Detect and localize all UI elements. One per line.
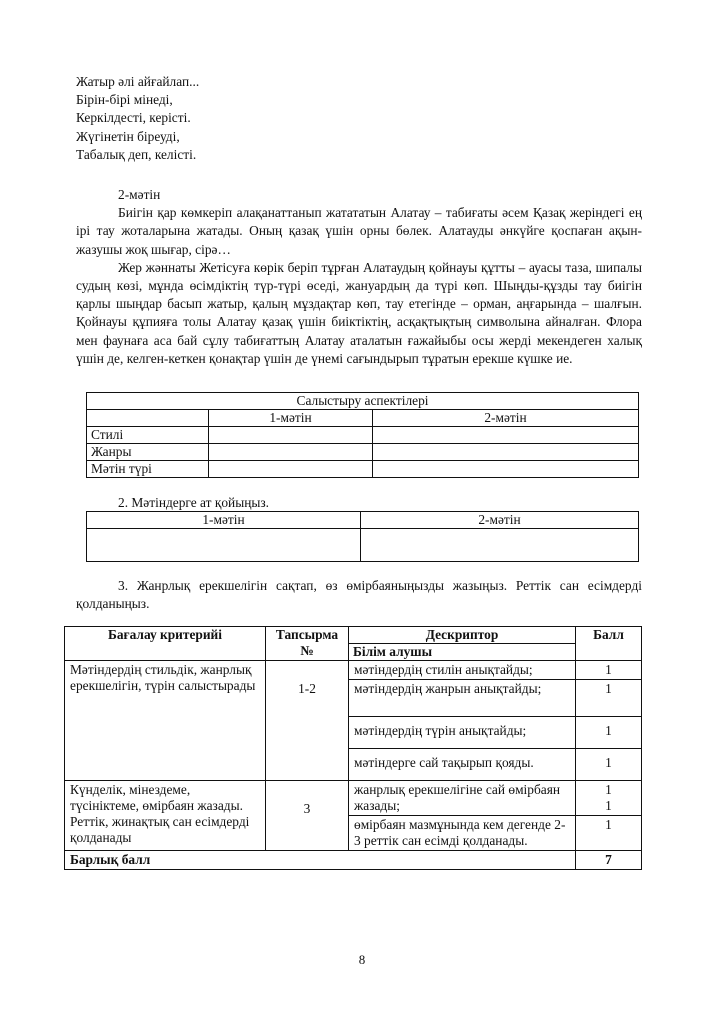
descriptor-cell: мәтіндердің стилін анықтайды; [349,661,576,680]
poem-line: Жүгінетін біреуді, [76,128,180,144]
assessment-criteria-table [64,626,642,870]
column-header-text-1: 1-мәтін [209,410,373,427]
text-2-section [76,186,642,368]
column-header-text-1: 1-мәтін [87,512,361,529]
poem-excerpt [76,73,376,164]
poem-line: Табалық деп, келісті. [76,146,197,162]
text-2-paragraph-2: Жер жәннаты Жетісуға көрік беріп тұрған Алатаудың қойнауы құтты – ауасы таза, шипалы судың көзі, мұнда өсімдіктің түр-түрі өседі, жануардың да түрі көп. Шыңды-құзды тау биігін қарлы шыңдар басып жатыр, қалың мұздақтар көп, тау етегінде – орман, аңғарында – шалғын. Қойнауы құпияға толы Алатау қазақ үшін биіктіктің, асқақтықтың символына айналған. Флора мен фаунаға аса бай сұлу табиғаттың Алатау аталатын ғажайыбы осы жерді мекендеген халық үшін де, келген-кеткен қонақтар үшін де үнемі сағындырып тұратын ерекше күшке ие. [76,259,642,366]
descriptor-cell: мәтіндердің жанрын анықтайды; [349,680,576,717]
descriptor-cell: өмірбаян мазмұнында кем дегенде 2-3 реттік сан есімді қолданады. [349,816,576,851]
comparison-table [86,392,639,478]
text-2-paragraph-1: Биігін қар көмкеріп алақанаттанып жатататын Алатау – табиғаты әсем Қазақ жеріндегі ең ірі тау жоталарына жатады. Оның қазақ үшін орны бөлек. Алатауды әнкүйге қоспаған ақын-жазушы жоқ шығар, сірә… [76,205,642,257]
column-header-text-2: 2-мәтін [361,512,639,529]
answer-cell[interactable] [361,529,639,562]
criteria-cell: Мәтіндердің стильдік, жанрлық ерекшелігін, түрін салыстырады [65,661,266,781]
answer-cell[interactable] [209,427,373,444]
answer-cell[interactable] [209,444,373,461]
score-cell: 1 [576,661,642,680]
text-2-label: 2-мәтін [118,187,161,202]
score-cell [576,781,642,816]
poem-line: Бірін-бірі мінеді, [76,92,173,108]
row-label-style: Стилі [87,427,209,444]
poem-line: Жатыр әлі айғайлап... [76,74,200,89]
column-header-text-2: 2-мәтін [373,410,639,427]
task-number-cell: 1-2 [266,661,349,781]
score-value: 1 [605,782,612,797]
page-number: 8 [358,952,366,967]
score-cell: 1 [576,749,642,781]
answer-cell[interactable] [209,461,373,478]
criteria-cell [65,781,266,851]
answer-cell[interactable] [87,529,361,562]
descriptor-cell: мәтіндерге сай тақырып қояды. [349,749,576,781]
row-label-genre: Жанры [87,444,209,461]
task-number-cell: 3 [266,781,349,851]
score-cell: 1 [576,680,642,717]
empty-cell [87,410,209,427]
row-label-text-type: Мәтін түрі [87,461,209,478]
score-cell: 1 [576,816,642,851]
header-learner: Білім алушы [349,644,576,661]
answer-cell[interactable] [373,444,639,461]
descriptor-cell: жанрлық ерекшелігіне сай өмірбаян жазады; [349,781,576,816]
criteria-line: Күнделік, мінездеме, түсініктеме, өмірбаян жазады. [70,782,243,813]
comparison-table-title: Салыстыру аспектілері [87,393,639,410]
poem-line: Керкілдесті, керісті. [76,110,191,126]
task-3-text: 3. Жанрлық ерекшелігін сақтап, өз өмірбаяныңызды жазыңыз. Реттік сан есімдерді қолданыңыз. [76,578,642,612]
answer-cell[interactable] [373,461,639,478]
titles-table [86,511,639,562]
total-label: Барлық балл [65,851,576,870]
task-2-text: 2. Мәтіндерге ат қойыңыз. [118,495,269,510]
total-score: 7 [576,851,642,870]
score-cell: 1 [576,717,642,749]
header-score: Балл [576,627,642,661]
criteria-line: Реттік, жинақтық сан есімдерді қолданады [70,814,250,845]
header-criteria: Бағалау критерийі [65,627,266,661]
descriptor-cell: мәтіндердің түрін анықтайды; [349,717,576,749]
score-value: 1 [605,798,612,813]
answer-cell[interactable] [373,427,639,444]
header-descriptor: Дескриптор [349,627,576,644]
header-task-number: Тапсырма № [266,627,349,661]
